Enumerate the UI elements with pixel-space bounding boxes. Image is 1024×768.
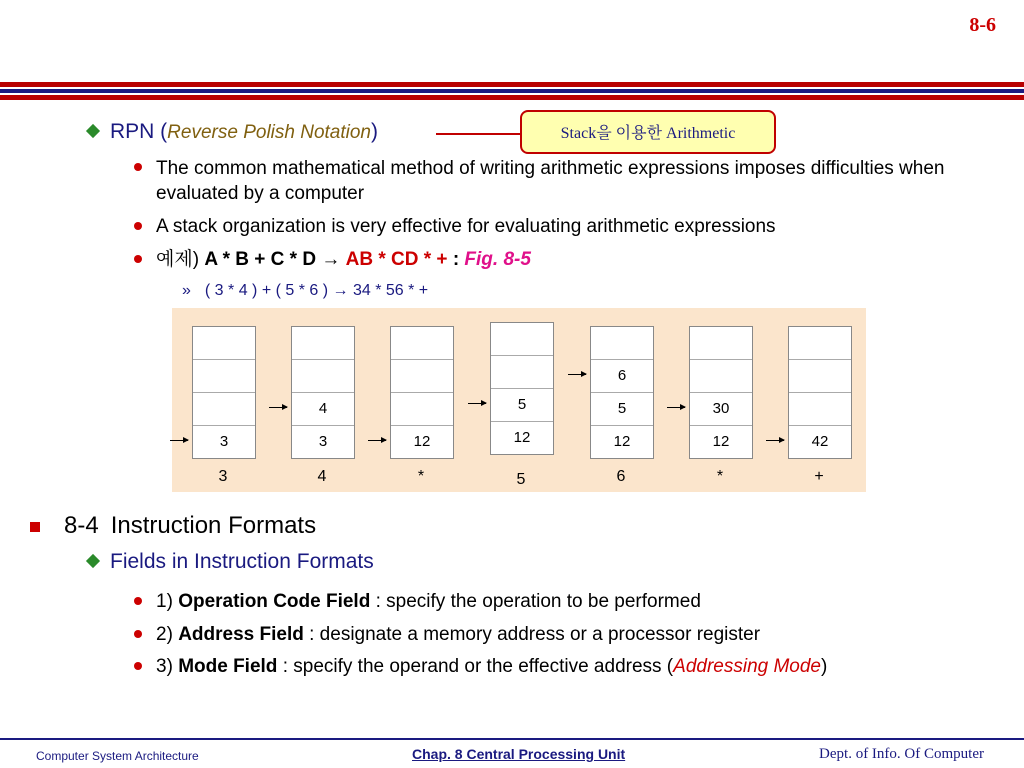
stack-input-label: 3: [218, 468, 228, 485]
stack-cell: [789, 327, 851, 360]
stack-cell: [690, 360, 752, 393]
bullet-dot-icon: [134, 662, 142, 670]
bullet-1: The common mathematical method of writing arithmetic expressions imposes difficulties when evaluated by a computer: [156, 158, 945, 204]
bullet-dot-icon: [134, 222, 142, 230]
stack-cell: 3: [219, 433, 229, 450]
stack-cell: [491, 356, 553, 389]
stack-cell: [391, 360, 453, 393]
stack-cell: [789, 360, 851, 393]
stack-cell: [193, 327, 255, 360]
example-separator: :: [452, 249, 460, 270]
stack-column: [490, 322, 554, 455]
field-desc: : specify the operation to be performed: [375, 591, 701, 612]
stack-cell: [193, 360, 255, 393]
footer-center: [412, 746, 625, 762]
stack-cell: 6: [591, 360, 653, 393]
stack-cell: 12: [513, 429, 531, 446]
stack-column: [788, 326, 852, 459]
push-arrow-icon: [170, 440, 188, 441]
stack-cell: [391, 393, 453, 426]
stack-column: [291, 326, 355, 459]
footer-right: Dept. of Info. Of Computer: [819, 746, 984, 762]
stack-cell: 12: [712, 433, 730, 450]
section-heading: [30, 512, 316, 540]
fields-heading-text: Fields in Instruction Formats: [110, 550, 374, 573]
footer-left: Computer System Architecture: [36, 749, 199, 763]
section-number: 8-4: [64, 512, 99, 539]
sub-bullet-marker: »: [182, 282, 191, 299]
rpn-heading: [84, 120, 378, 144]
field-close: ): [821, 656, 828, 677]
callout-box: Stack을 이용한 Arithmetic: [520, 110, 776, 154]
page-number: 8-6: [969, 14, 996, 36]
rpn-prefix: RPN (: [110, 120, 168, 143]
stack-column: [689, 326, 753, 459]
push-arrow-icon: [667, 407, 685, 408]
stack-input-label: *: [417, 468, 425, 485]
stack-figure: [172, 308, 866, 492]
stack-cell: 4: [292, 393, 354, 426]
example-rpn: AB * CD * +: [345, 249, 448, 270]
stack-cell: [591, 327, 653, 360]
sub-bullet: [182, 282, 428, 300]
bullet-dot-icon: [134, 255, 142, 263]
field-num: 3): [156, 656, 173, 677]
stack-cell: 3: [318, 433, 328, 450]
push-arrow-icon: [368, 440, 386, 441]
rpn-suffix: ): [371, 120, 378, 143]
fields-heading: [84, 550, 374, 574]
field-num: 1): [156, 591, 173, 612]
example-expression: A * B + C * D: [204, 249, 317, 270]
arrow-icon: →: [321, 249, 341, 270]
example-prefix: 예제): [156, 249, 200, 270]
rpn-term: Reverse Polish Notation: [167, 122, 371, 143]
square-bullet-icon: [30, 522, 40, 532]
field-name: Address Field: [178, 624, 304, 645]
header-rule-red-bottom: [0, 95, 1024, 100]
push-arrow-icon: [766, 440, 784, 441]
stack-column: [590, 326, 654, 459]
stack-input-label: 6: [616, 468, 626, 485]
stack-cell: 42: [811, 433, 829, 450]
stack-cell: [789, 393, 851, 426]
stack-column: [390, 326, 454, 459]
push-arrow-icon: [468, 403, 486, 404]
field-item-1: [156, 589, 701, 614]
bullet-dot-icon: [134, 630, 142, 638]
stack-cell: 30: [690, 393, 752, 426]
bullet-dot-icon: [134, 597, 142, 605]
bullet-2: A stack organization is very effective for evaluating arithmetic expressions: [156, 216, 776, 237]
bullet-dot-icon: [134, 163, 142, 171]
footer-rule: [0, 738, 1024, 740]
field-name: Operation Code Field: [178, 591, 371, 612]
field-num: 2): [156, 624, 173, 645]
field-item-2: [156, 622, 760, 647]
footer-center-text: Chap. 8 Central Processing Unit: [412, 746, 626, 762]
stack-cell: [292, 360, 354, 393]
stack-input-label: 5: [516, 471, 526, 488]
stack-cell: [292, 327, 354, 360]
bullet-3: [156, 247, 531, 272]
stack-cell: [391, 327, 453, 360]
push-arrow-icon: [269, 407, 287, 408]
stack-cell: 12: [413, 433, 431, 450]
stack-column: [192, 326, 256, 459]
stack-cell: 5: [591, 393, 653, 426]
diamond-bullet-icon: [86, 124, 100, 138]
field-desc: : designate a memory address or a processor register: [309, 624, 761, 645]
addressing-mode-text: Addressing Mode: [673, 656, 822, 677]
stack-cell: 5: [491, 389, 553, 422]
callout-connector: [436, 128, 526, 140]
diamond-bullet-icon: [86, 554, 100, 568]
field-item-3: [156, 654, 827, 679]
field-name: Mode Field: [178, 656, 278, 677]
stack-input-label: +: [814, 468, 824, 485]
push-arrow-icon: [568, 374, 586, 375]
stack-cell: [491, 323, 553, 356]
stack-cell: [690, 327, 752, 360]
stack-input-label: 4: [317, 468, 327, 485]
header-rule-red-top: [0, 82, 1024, 87]
header-rule-navy: [0, 89, 1024, 93]
stack-cell: 12: [613, 433, 631, 450]
field-desc: : specify the operand or the effective address (: [282, 656, 674, 677]
sub-bullet-text: ( 3 * 4 ) + ( 5 * 6 ) → 34 * 56 * +: [204, 282, 429, 299]
section-title: Instruction Formats: [110, 512, 317, 539]
stack-input-label: *: [716, 468, 724, 485]
stack-cell: [193, 393, 255, 426]
figure-reference: Fig. 8-5: [464, 249, 531, 270]
